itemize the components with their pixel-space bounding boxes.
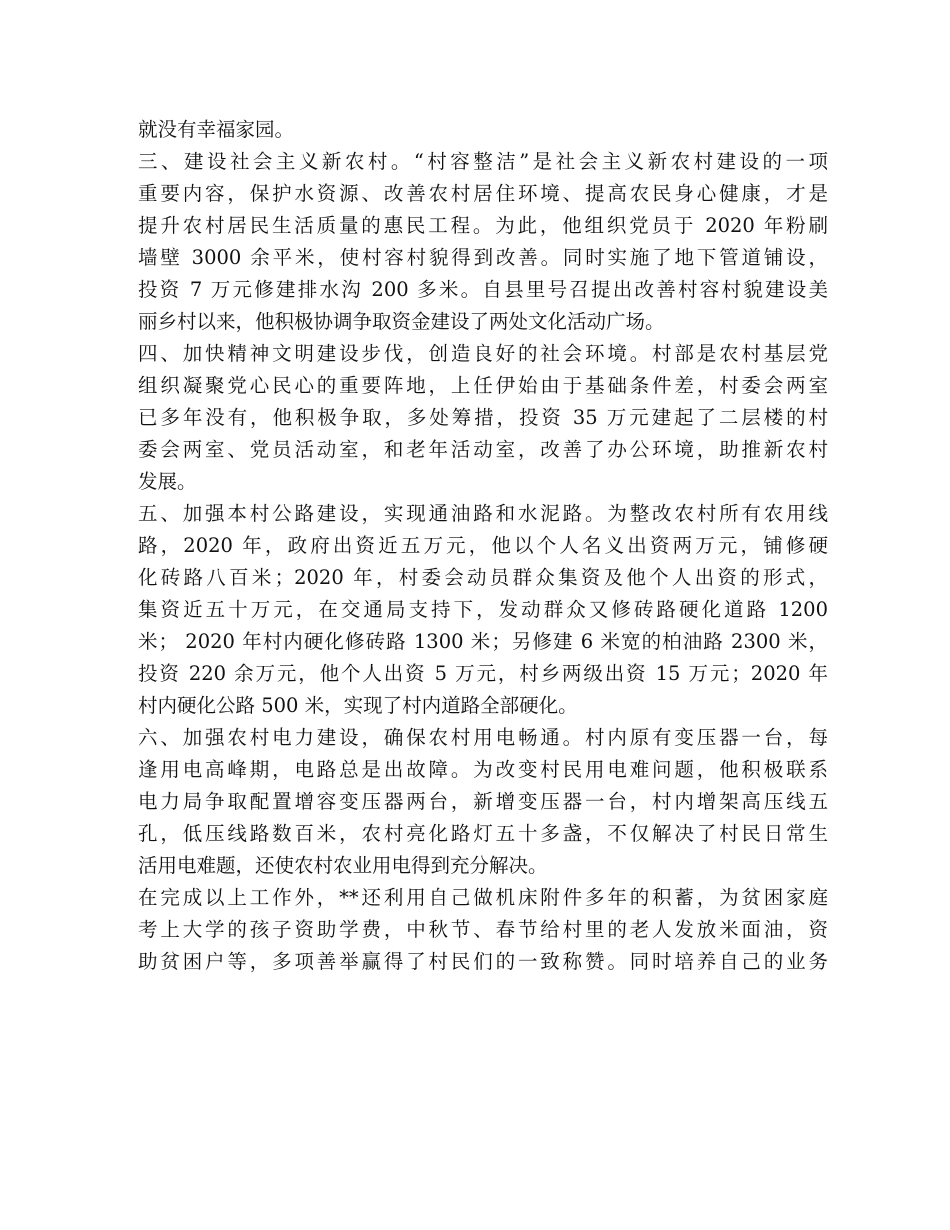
text-line: 发展。 (138, 470, 197, 493)
text-line: 已多年没有，他积极争取，多处筹措，投资 35 万元建起了二层楼的村 (138, 406, 828, 429)
text-line: 就没有幸福家园。 (138, 118, 295, 141)
text-line: 委会两室、党员活动室，和老年活动室，改善了办公环境，助推新农村 (138, 438, 828, 461)
text-line: 组织凝聚党心民心的重要阵地，上任伊始由于基础条件差，村委会两室 (138, 374, 828, 397)
text-line: 集资近五十万元，在交通局支持下，发动群众又修砖路硬化道路 1200 (138, 598, 828, 621)
body-text (138, 114, 828, 978)
text-line: 路，2020 年，政府出资近五万元，他以个人名义出资两万元，铺修硬 (138, 534, 828, 557)
text-line: 考上大学的孩子资助学费，中秋节、春节给村里的老人发放米面油，资 (138, 918, 828, 941)
text-line: 三、建设社会主义新农村。“村容整洁”是社会主义新农村建设的一项 (138, 150, 828, 173)
text-line: 提升农村居民生活质量的惠民工程。为此，他组织党员于 2020 年粉刷 (138, 214, 828, 237)
text-line: 四、加快精神文明建设步伐，创造良好的社会环境。村部是农村基层党 (138, 342, 828, 365)
text-line: 米； 2020 年村内硬化修砖路 1300 米；另修建 6 米宽的柏油路 2300 米， (138, 630, 828, 653)
text-line: 在完成以上工作外，**还利用自己做机床附件多年的积蓄，为贫困家庭 (138, 886, 828, 909)
text-line: 活用电难题，还使农村农业用电得到充分解决。 (138, 854, 548, 877)
text-line: 助贫困户等，多项善举赢得了村民们的一致称赞。同时培养自己的业务 (138, 950, 828, 973)
text-line: 丽乡村以来，他积极协调争取资金建设了两处文化活动广场。 (138, 310, 665, 333)
text-line: 孔，低压线路数百米，农村亮化路灯五十多盏，不仅解决了村民日常生 (138, 822, 828, 845)
text-line: 村内硬化公路 500 米，实现了村内道路全部硬化。 (138, 694, 578, 717)
text-line: 六、加强农村电力建设，确保农村用电畅通。村内原有变压器一台，每 (138, 726, 828, 749)
text-line: 五、加强本村公路建设，实现通油路和水泥路。为整改农村所有农用线 (138, 502, 828, 525)
text-line: 投资 7 万元修建排水沟 200 多米。自县里号召提出改善村容村貌建设美 (138, 278, 828, 301)
text-line: 化砖路八百米；2020 年，村委会动员群众集资及他个人出资的形式， (138, 566, 828, 589)
text-line: 电力局争取配置增容变压器两台，新增变压器一台，村内增架高压线五 (138, 790, 828, 813)
text-line: 投资 220 余万元，他个人出资 5 万元，村乡两级出资 15 万元；2020 年 (138, 662, 828, 685)
text-line: 逢用电高峰期，电路总是出故障。为改变村民用电难问题，他积极联系 (138, 758, 828, 781)
text-line: 墙壁 3000 余平米，使村容村貌得到改善。同时实施了地下管道铺设， (138, 246, 828, 269)
text-line: 重要内容，保护水资源、改善农村居住环境、提高农民身心健康，才是 (138, 182, 828, 205)
